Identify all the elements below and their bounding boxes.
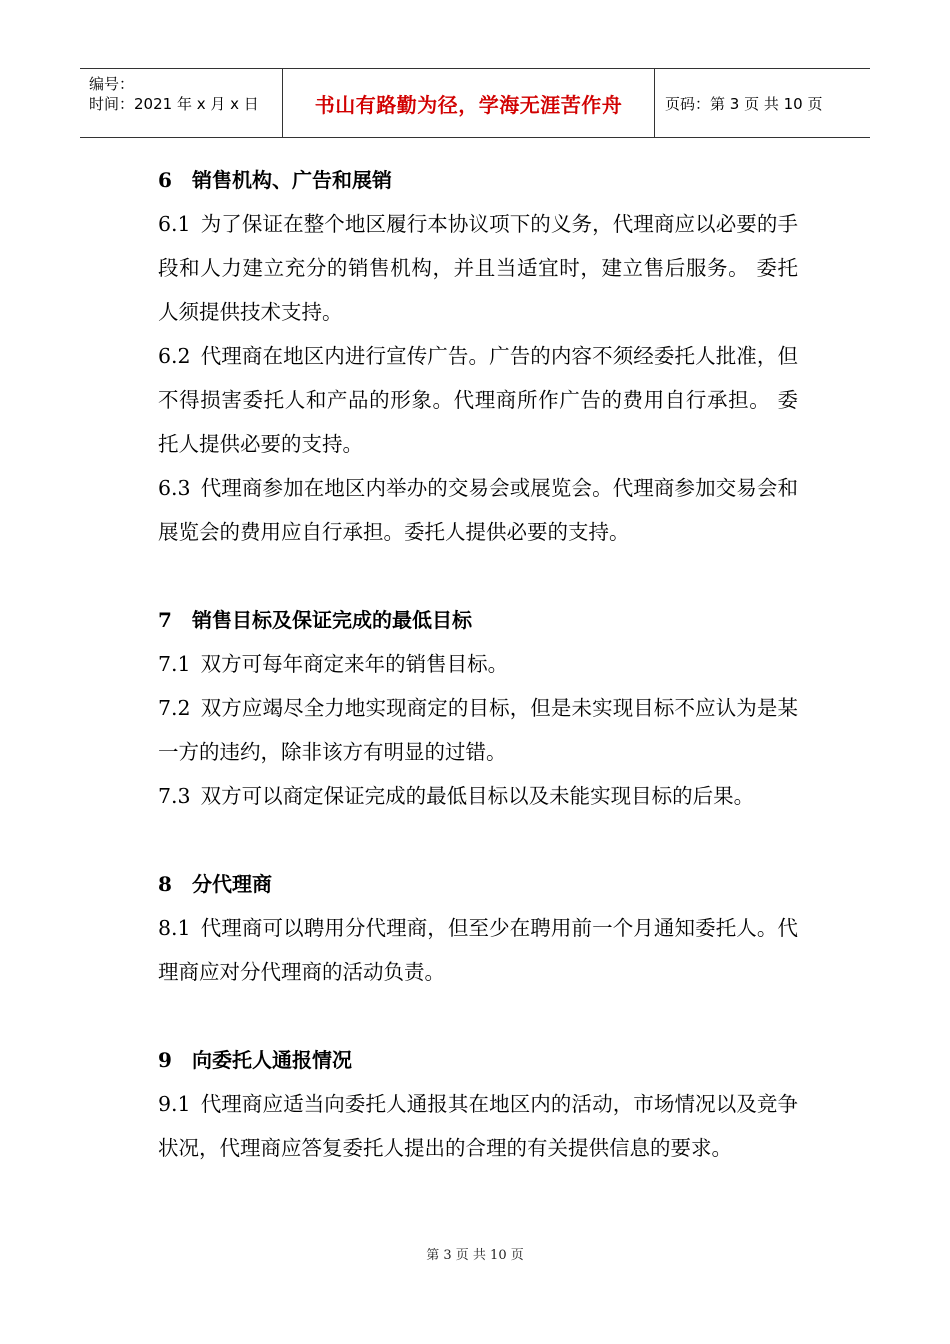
clause [158,906,798,994]
clause-text: 代理商可以聘用分代理商，但至少在聘用前一个月通知委托人。代理商应对分代理商的活动负责。 [158,916,798,984]
section-title: 向委托人通报情况 [192,1048,352,1072]
clause [158,1082,798,1170]
header-motto: 书山有路勤为径，学海无涯苦作舟 [282,69,655,137]
time-label: 时间：2021 年 x 月 x 日 [89,95,259,113]
section-spacer [158,818,798,862]
clause-text: 代理商应适当向委托人通报其在地区内的活动，市场情况以及竞争状况，代理商应答复委托人提出的合理的有关提供信息的要求。 [158,1092,798,1160]
section-title: 销售机构、广告和展销 [192,168,392,192]
section-number: 9 [158,1048,172,1072]
clause-text: 双方应竭尽全力地实现商定的目标，但是未实现目标不应认为是某一方的违约，除非该方有明显的过错。 [158,696,798,764]
clause [158,642,798,686]
clause-text: 为了保证在整个地区履行本协议项下的义务，代理商应以必要的手段和人力建立充分的销售机构，并且当适宜时，建立售后服务。 委托人须提供技术支持。 [158,212,798,324]
section-heading [158,158,798,202]
clause-number: 6.2 [158,344,191,368]
clause-number: 6.3 [158,476,191,500]
clause-text: 代理商参加在地区内举办的交易会或展览会。代理商参加交易会和展览会的费用应自行承担。委托人提供必要的支持。 [158,476,798,544]
page-header [80,68,870,138]
clause-number: 6.1 [158,212,191,236]
clause [158,466,798,554]
clause [158,334,798,466]
document-body [158,158,798,1170]
clause [158,686,798,774]
section-heading [158,598,798,642]
serial-label: 编号： [89,75,135,93]
section-title: 分代理商 [192,872,272,896]
section-spacer [158,554,798,598]
clause-number: 9.1 [158,1092,191,1116]
clause-number: 8.1 [158,916,191,940]
clause-text: 双方可以商定保证完成的最低目标以及未能实现目标的后果。 [200,784,755,808]
clause [158,774,798,818]
section-number: 7 [158,608,172,632]
clause-text: 双方可每年商定来年的销售目标。 [200,652,509,676]
section-number: 8 [158,872,172,896]
header-meta [80,69,282,137]
section-heading [158,1038,798,1082]
clause-number: 7.1 [158,652,191,676]
header-page-info: 页码：第 3 页 共 10 页 [665,94,823,113]
clause-number: 7.2 [158,696,191,720]
page-footer: 第 3 页 共 10 页 [426,1248,524,1263]
clause-number: 7.3 [158,784,191,808]
section-spacer [158,994,798,1038]
section-number: 6 [158,168,172,192]
section-title: 销售目标及保证完成的最低目标 [192,608,472,632]
clause [158,202,798,334]
clause-text: 代理商在地区内进行宣传广告。广告的内容不须经委托人批准，但不得损害委托人和产品的形象。代理商所作广告的费用自行承担。 委托人提供必要的支持。 [158,344,798,456]
section-heading [158,862,798,906]
